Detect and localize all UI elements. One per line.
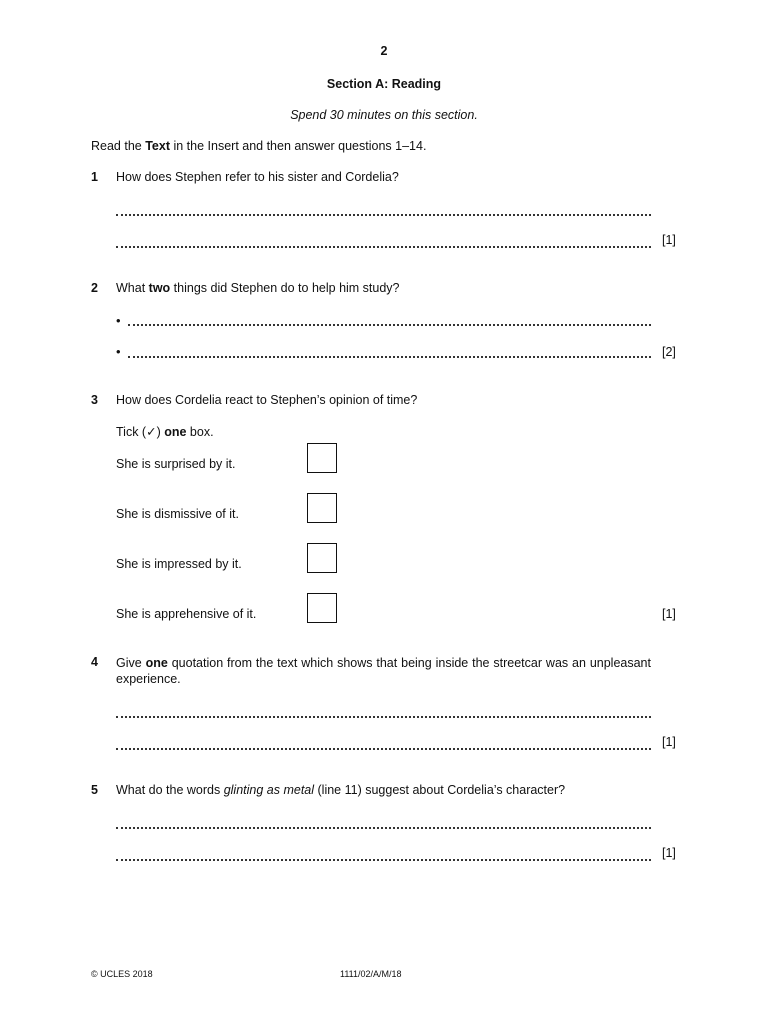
q4-answer-line-2[interactable]	[116, 748, 651, 750]
q2-post: things did Stephen do to help him study?	[170, 281, 400, 295]
q4-bold: one	[145, 656, 168, 670]
q2-bullet-2: •	[116, 344, 121, 359]
q3-tick-post: box.	[186, 425, 214, 439]
q3-option-4-checkbox[interactable]	[307, 593, 337, 623]
q3-option-4-label: She is apprehensive of it.	[116, 607, 257, 621]
q3-tick-bold: one	[164, 425, 187, 439]
q1-text: How does Stephen refer to his sister and Cordelia?	[116, 170, 399, 184]
q3-tick-instruction	[116, 424, 214, 439]
page-number: 2	[380, 44, 388, 58]
q3-mark: [1]	[662, 607, 676, 621]
section-note: Spend 30 minutes on this section.	[290, 108, 478, 122]
q5-mark: [1]	[662, 846, 676, 860]
q5-italic: glinting as metal	[223, 783, 315, 797]
footer-paper-code: 1111/02/A/M/18	[340, 969, 402, 979]
q3-tick-mid: )	[156, 425, 165, 439]
q2-bold: two	[148, 281, 171, 295]
q1-mark: [1]	[662, 233, 676, 247]
q2-bullet-1: •	[116, 313, 121, 328]
q3-option-3-checkbox[interactable]	[307, 543, 337, 573]
q2-pre: What	[116, 281, 149, 295]
q1-answer-line-2[interactable]	[116, 246, 651, 248]
q4-number: 4	[91, 655, 98, 669]
q4-post: quotation from the text which shows that being inside the streetcar was an unpleasant experience.	[116, 656, 651, 686]
q2-number: 2	[91, 281, 98, 295]
q3-option-3-label: She is impressed by it.	[116, 557, 242, 571]
q3-number: 3	[91, 393, 98, 407]
q1-answer-line-1[interactable]	[116, 214, 651, 216]
intro-bold: Text	[145, 139, 170, 153]
q5-pre: What do the words	[116, 783, 224, 797]
q2-text	[116, 281, 400, 295]
section-title: Section A: Reading	[326, 77, 442, 91]
q3-option-1-checkbox[interactable]	[307, 443, 337, 473]
q5-text	[116, 783, 565, 797]
q5-answer-line-1[interactable]	[116, 827, 651, 829]
q4-mark: [1]	[662, 735, 676, 749]
intro-post: in the Insert and then answer questions 1–14.	[170, 139, 427, 153]
check-icon: ✓	[146, 425, 157, 439]
footer-copyright: © UCLES 2018	[91, 969, 153, 979]
q4-pre: Give	[116, 656, 146, 670]
q3-option-1-label: She is surprised by it.	[116, 457, 236, 471]
intro-instruction	[91, 139, 426, 153]
q5-number: 5	[91, 783, 98, 797]
q3-option-2-checkbox[interactable]	[307, 493, 337, 523]
q4-answer-line-1[interactable]	[116, 716, 651, 718]
q2-answer-line-1[interactable]	[128, 324, 651, 326]
q4-text	[116, 655, 651, 687]
q2-answer-line-2[interactable]	[128, 356, 651, 358]
intro-pre: Read the	[91, 139, 146, 153]
q2-mark: [2]	[662, 345, 676, 359]
q5-post: (line 11) suggest about Cordelia’s character?	[314, 783, 566, 797]
q3-tick-pre: Tick (	[116, 425, 147, 439]
q3-text: How does Cordelia react to Stephen’s opinion of time?	[116, 393, 418, 407]
q5-answer-line-2[interactable]	[116, 859, 651, 861]
q3-option-2-label: She is dismissive of it.	[116, 507, 239, 521]
q1-number: 1	[91, 170, 98, 184]
